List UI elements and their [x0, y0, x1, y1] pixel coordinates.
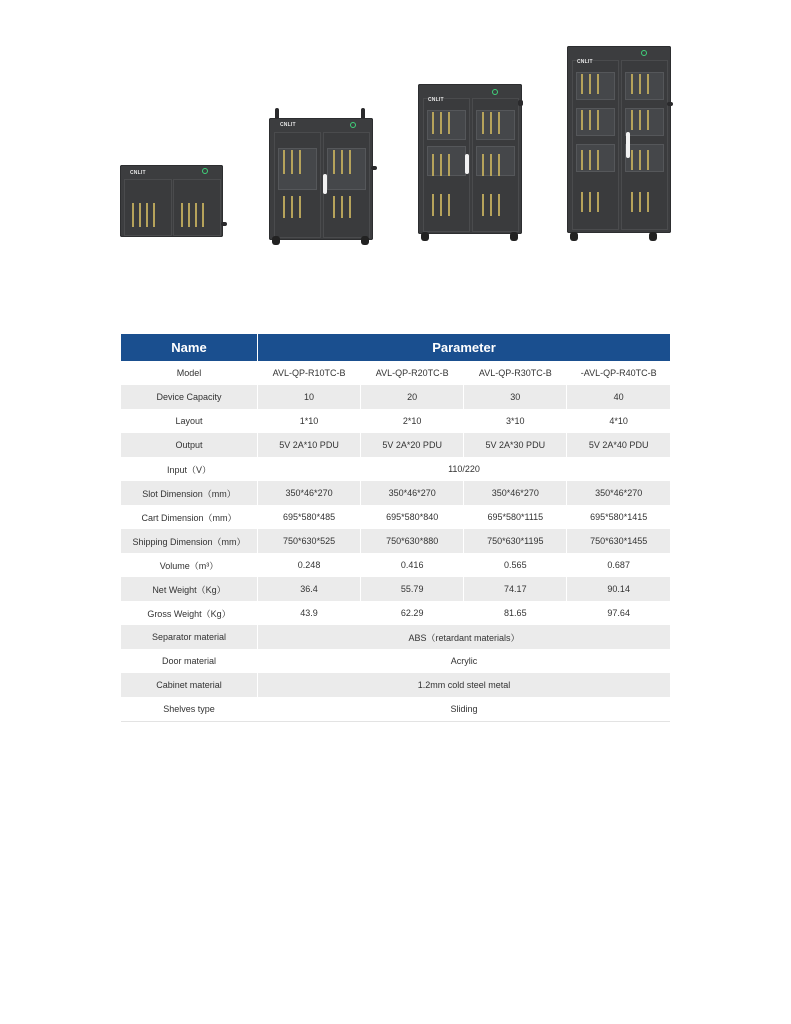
- power-led-icon: [492, 89, 498, 95]
- table-cell: 750*630*880: [361, 529, 464, 553]
- table-cell: 750*630*1195: [464, 529, 567, 553]
- brand-logo: CNLIT: [130, 170, 146, 176]
- table-row: [121, 433, 670, 457]
- table-cell: 5V 2A*40 PDU: [567, 433, 670, 457]
- row-label: Door material: [121, 649, 258, 673]
- table-cell: 43.9: [258, 601, 361, 625]
- table-cell: 5V 2A*30 PDU: [464, 433, 567, 457]
- table-cell: 350*46*270: [361, 481, 464, 505]
- table-cell: 2*10: [361, 409, 464, 433]
- table-cell: 695*580*1415: [590, 512, 648, 522]
- power-led-icon: [641, 50, 647, 56]
- row-label: Device Capacity: [121, 385, 258, 409]
- table-cell: 695*580*1115: [464, 505, 567, 529]
- table-row: [121, 601, 670, 625]
- table-cell: 55.79: [361, 577, 464, 601]
- table-cell: 3*10: [464, 409, 567, 433]
- table-cell: 90.14: [567, 577, 670, 601]
- table-cell: 0.565: [464, 553, 567, 577]
- door-handle: [323, 174, 327, 194]
- power-led-icon: [350, 122, 356, 128]
- spec-table: [121, 334, 670, 722]
- row-label: Cart Dimension（mm）: [121, 505, 258, 529]
- table-cell: 97.64: [607, 608, 630, 618]
- table-row: [121, 673, 670, 697]
- row-label: Shipping Dimension（mm）: [121, 529, 258, 553]
- table-row: [121, 553, 670, 577]
- table-row: [121, 481, 670, 505]
- table-cell: 74.17: [464, 577, 567, 601]
- table-cell: 750*630*1455: [567, 529, 670, 553]
- table-cell: 1*10: [258, 409, 361, 433]
- row-label: Net Weight（Kg）: [121, 577, 258, 601]
- table-cell: 110/220: [448, 464, 480, 474]
- table-cell: 1.2mm cold steel metal: [258, 673, 671, 697]
- table-cell: ABS（retardant materials）: [258, 625, 671, 649]
- row-label: Slot Dimension（mm）: [121, 481, 258, 505]
- table-cell: 350*46*270: [258, 481, 361, 505]
- row-label: Cabinet material: [121, 673, 258, 697]
- table-cell: 5V 2A*10 PDU: [258, 433, 361, 457]
- table-cell: 30: [464, 385, 567, 409]
- table-row: [121, 649, 670, 673]
- row-label: Gross Weight（Kg）: [121, 601, 258, 625]
- table-header-row: [121, 334, 670, 361]
- table-cell: AVL-QP-R30TC-B: [464, 361, 567, 385]
- table-row: [121, 577, 670, 601]
- brand-logo: CNLIT: [280, 122, 296, 128]
- row-label: Input（V）: [121, 457, 258, 481]
- table-cell: 350*46*270: [464, 481, 567, 505]
- table-row: [121, 697, 670, 722]
- table-cell: 0.687: [607, 560, 630, 570]
- row-label: Volume（m³）: [121, 553, 258, 577]
- row-label: Layout: [121, 409, 258, 433]
- spec-table-body: [121, 361, 670, 722]
- table-row: [121, 457, 670, 481]
- table-cell: -AVL-QP-R40TC-B: [580, 368, 657, 378]
- row-label: Model: [121, 361, 258, 385]
- table-cell: 20: [361, 385, 464, 409]
- table-cell: 10: [258, 385, 361, 409]
- brand-logo: CNLIT: [577, 59, 593, 65]
- table-row: [121, 385, 670, 409]
- table-cell: 4*10: [609, 416, 628, 426]
- table-cell: Acrylic: [450, 656, 478, 666]
- table-cell: 695*580*840: [361, 505, 464, 529]
- product-illustration: [0, 0, 791, 270]
- table-cell: 750*630*525: [258, 529, 361, 553]
- charging-cabinet-40: [567, 46, 671, 246]
- header-parameter: Parameter: [258, 334, 671, 361]
- table-cell: 5V 2A*20 PDU: [361, 433, 464, 457]
- row-label: Shelves type: [121, 697, 258, 722]
- table-cell: 350*46*270: [567, 481, 670, 505]
- charging-cabinet-30: [418, 84, 522, 246]
- table-cell: 0.248: [258, 553, 361, 577]
- row-label: Output: [121, 433, 258, 457]
- door-handle: [465, 154, 469, 174]
- table-cell: 81.65: [464, 601, 567, 625]
- brand-logo: CNLIT: [428, 97, 444, 103]
- table-cell: 40: [567, 385, 670, 409]
- power-led-icon: [202, 168, 208, 174]
- table-cell: 62.29: [361, 601, 464, 625]
- table-row: [121, 409, 670, 433]
- table-row: [121, 529, 670, 553]
- table-cell: 36.4: [258, 577, 361, 601]
- table-cell: 0.416: [361, 553, 464, 577]
- door-handle: [626, 132, 630, 158]
- table-cell: AVL-QP-R10TC-B: [258, 361, 361, 385]
- table-row: [121, 505, 670, 529]
- table-cell: 695*580*485: [258, 505, 361, 529]
- charging-cabinet-10: [120, 165, 223, 239]
- table-row: [121, 625, 670, 649]
- row-label: Separator material: [121, 625, 258, 649]
- table-row: [121, 361, 670, 385]
- header-name: Name: [121, 334, 258, 361]
- charging-cabinet-20: [269, 108, 373, 246]
- table-cell: AVL-QP-R20TC-B: [361, 361, 464, 385]
- table-cell: Sliding: [258, 697, 671, 722]
